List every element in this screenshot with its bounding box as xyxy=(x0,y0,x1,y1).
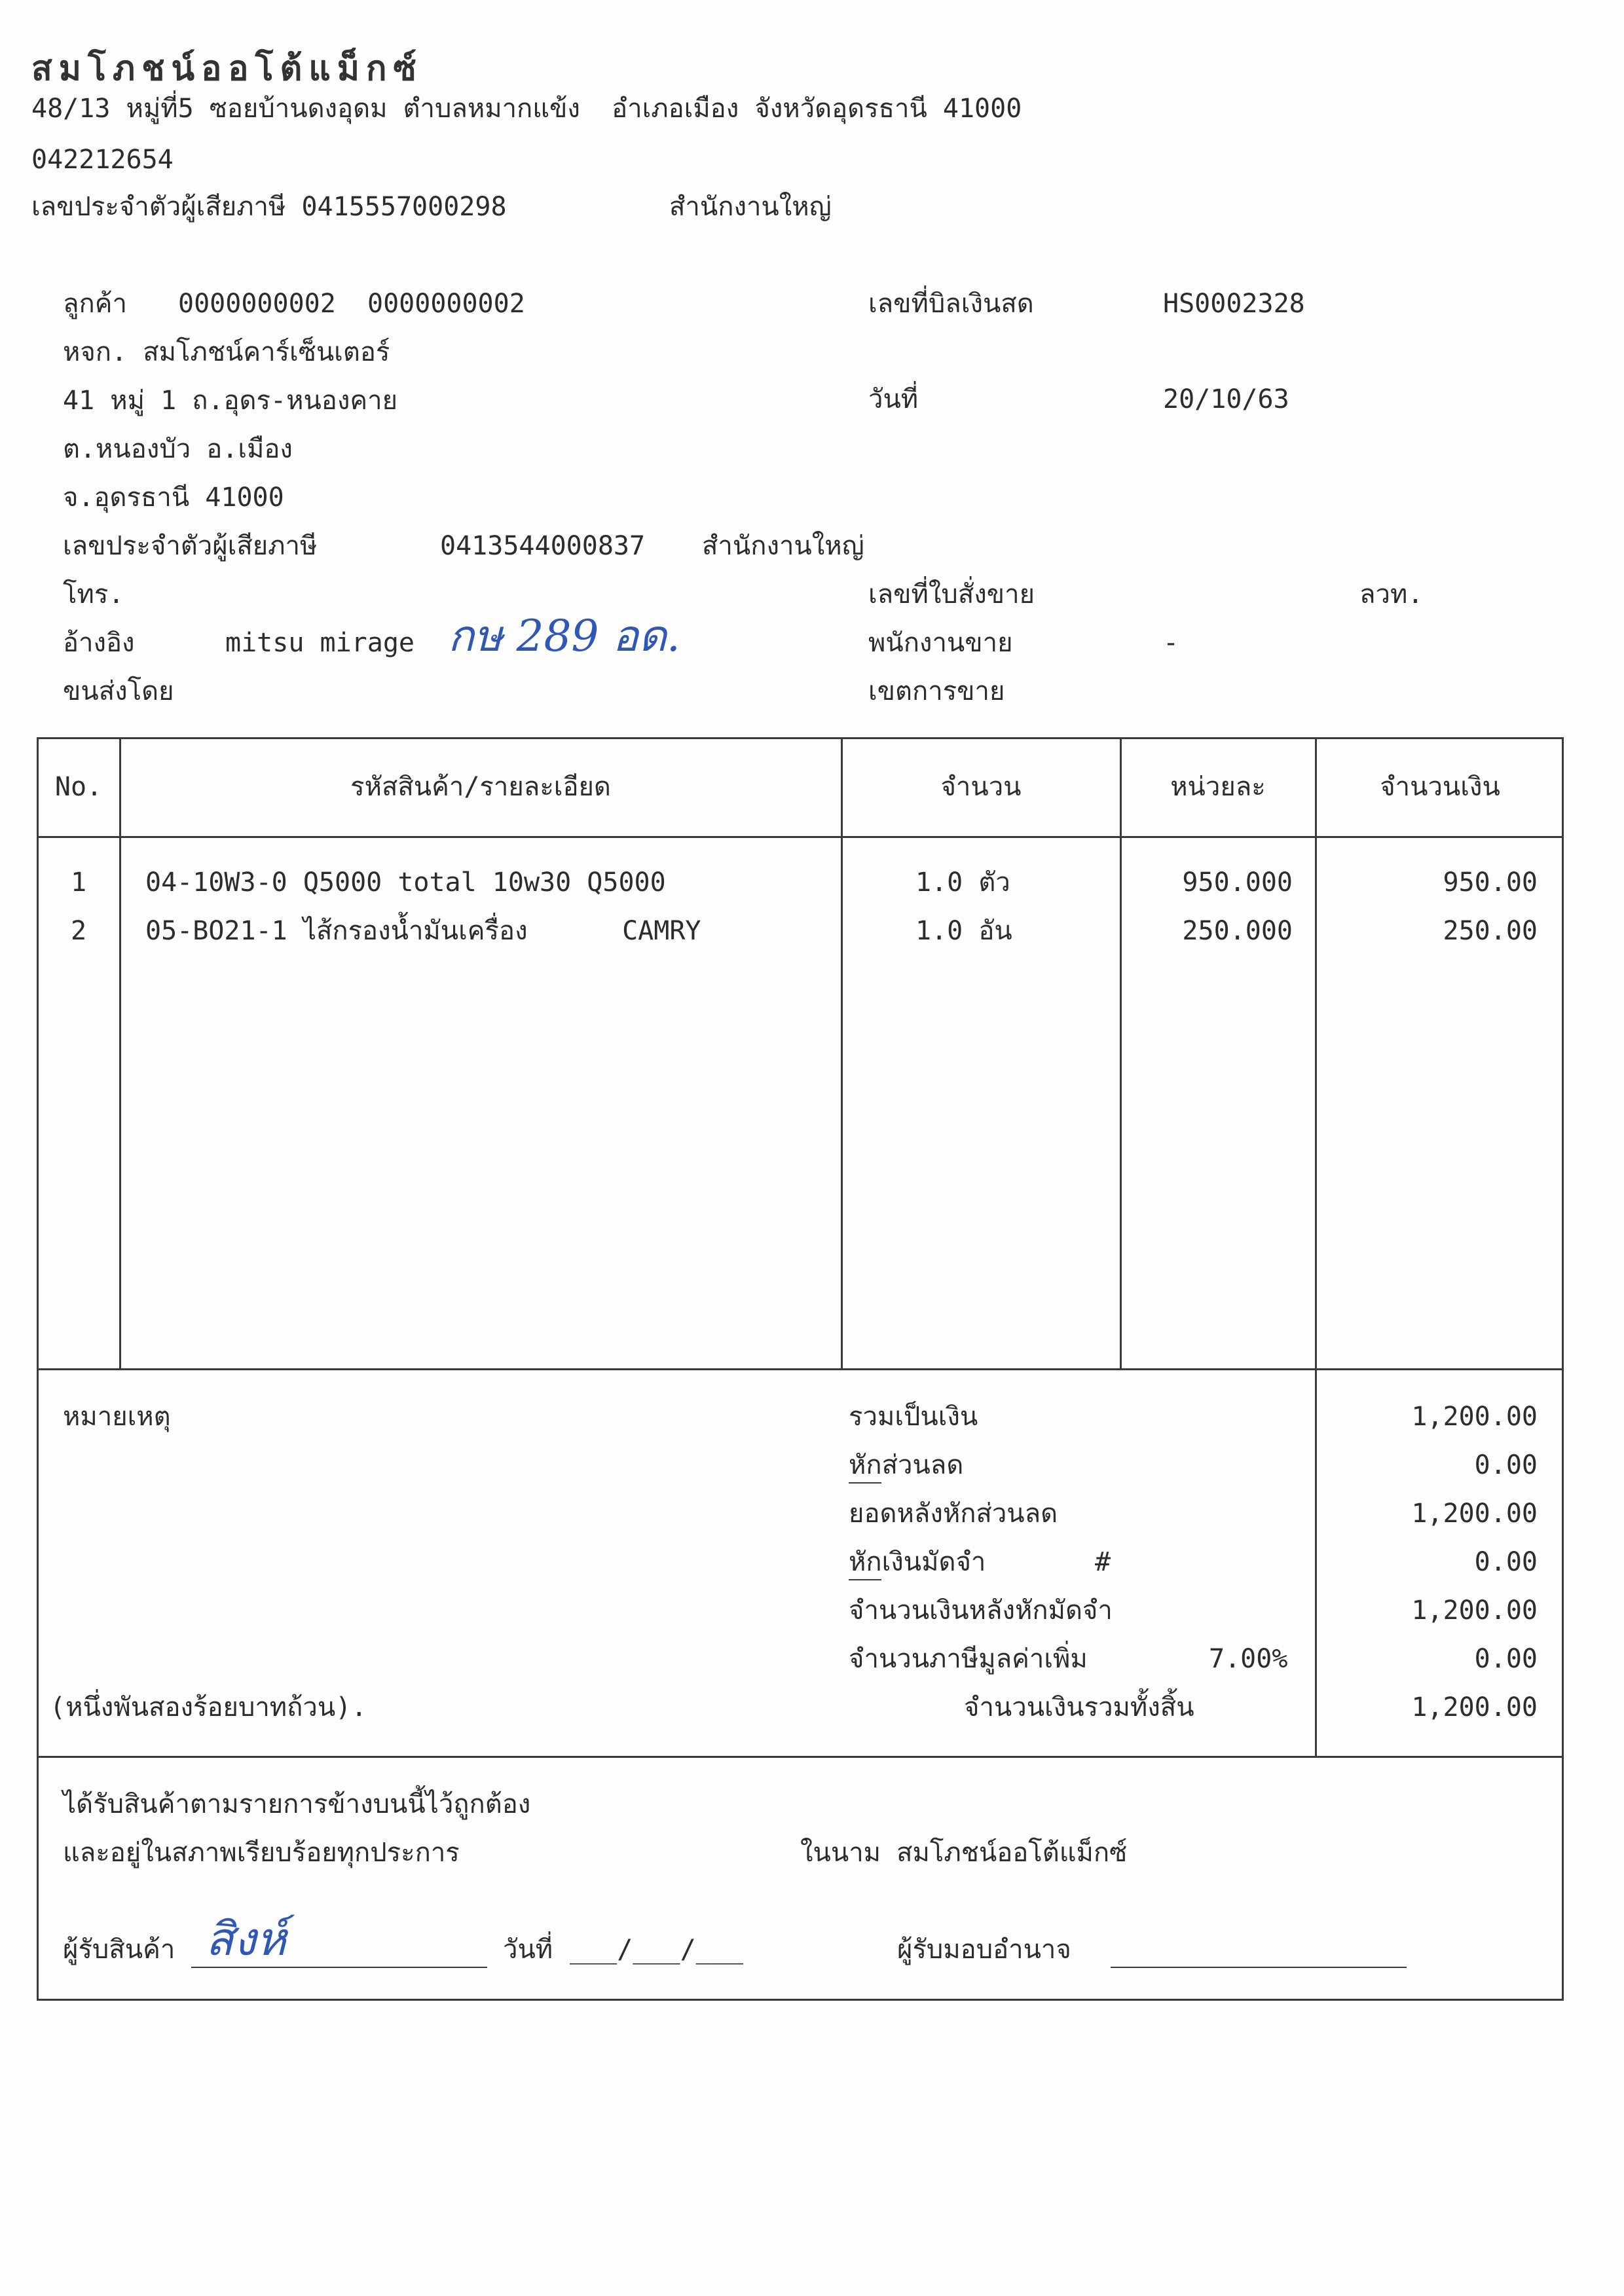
row-1-quantity: 1.0 ตัว xyxy=(915,867,1010,898)
sales-order-value: ลวท. xyxy=(1359,579,1424,610)
deposit-ref: # xyxy=(1095,1547,1111,1577)
customer-tax-id: 0413544000837 xyxy=(440,531,646,561)
customer-tax-label: เลขประจำตัวผู้เสียภาษี xyxy=(63,531,318,561)
row-2-unit-price: 250.000 xyxy=(1182,916,1293,946)
reference-handwritten-plate: กษ 289 อด. xyxy=(448,611,680,661)
customer-label: ลูกค้า xyxy=(63,289,127,319)
bill-number-value: HS0002328 xyxy=(1163,289,1305,319)
sales-order-label: เลขที่ใบสั่งขาย xyxy=(868,579,1035,610)
row-1-description: 04-10W3-0 Q5000 total 10w30 Q5000 xyxy=(145,867,666,898)
row-1-unit-price: 950.000 xyxy=(1182,867,1293,898)
salesperson-value: - xyxy=(1163,628,1179,658)
header-description: รหัสสินค้า/รายละเอียด xyxy=(350,772,611,802)
discount-value: 0.00 xyxy=(1474,1450,1538,1480)
received-statement-1: ได้รับสินค้าตามรายการข้างบนนี้ไว้ถูกต้อง xyxy=(63,1789,531,1819)
receive-date-blank: ___/___/___ xyxy=(570,1935,743,1965)
received-statement-2: และอยู่ในสภาพเรียบร้อยทุกประการ xyxy=(63,1838,460,1868)
reference-label: อ้างอิง xyxy=(63,628,135,658)
header-amount: จำนวนเงิน xyxy=(1380,772,1500,802)
salesperson-label: พนักงานขาย xyxy=(868,628,1013,658)
after-deposit-value: 1,200.00 xyxy=(1411,1595,1538,1626)
row-1-no: 1 xyxy=(70,867,87,898)
bill-number-label: เลขที่บิลเงินสด xyxy=(868,289,1034,319)
header-quantity: จำนวน xyxy=(940,772,1022,802)
sales-zone-label: เขตการขาย xyxy=(868,676,1005,706)
customer-name: หจก. สมโภชน์คาร์เซ็นเตอร์ xyxy=(63,337,390,367)
row-2-amount: 250.00 xyxy=(1443,916,1538,946)
reference-value: mitsu mirage xyxy=(225,628,415,658)
bill-date-value: 20/10/63 xyxy=(1163,384,1289,414)
company-phone: 042212654 xyxy=(31,145,174,175)
receiver-signature: สิงห์ xyxy=(206,1912,287,1966)
deposit-label: หักเงินมัดจำ xyxy=(849,1547,986,1577)
grand-total-value: 1,200.00 xyxy=(1411,1692,1538,1722)
customer-address-2: ต.หนองบัว อ.เมือง xyxy=(63,434,293,464)
col-divider-2 xyxy=(841,737,843,1370)
discount-underline xyxy=(849,1482,881,1484)
header-unit-price: หน่วยละ xyxy=(1170,772,1266,802)
customer-phone-label: โทร. xyxy=(63,579,124,610)
customer-code: 0000000002 0000000002 xyxy=(178,289,525,319)
receiver-signature-line xyxy=(191,1967,487,1968)
customer-address-3: จ.อุดรธานี 41000 xyxy=(63,483,284,513)
deposit-underline xyxy=(849,1579,881,1580)
company-name: สมโภชน์ออโต้แม็กซ์ xyxy=(31,49,423,88)
col-divider-1 xyxy=(119,737,121,1370)
on-behalf-of: ในนาม สมโภชน์ออโต้แม็กซ์ xyxy=(800,1838,1128,1868)
authorized-label: ผู้รับมอบอำนาจ xyxy=(897,1935,1071,1965)
table-header-divider xyxy=(37,836,1564,838)
row-2-description: 05-BO21-1 ไส้กรองน้ำมันเครื่อง CAMRY xyxy=(145,916,701,946)
receive-date-label: วันที่ xyxy=(503,1935,553,1965)
vat-value: 0.00 xyxy=(1474,1644,1538,1674)
company-address: 48/13 หมู่ที่5 ซอยบ้านดงอุดม ตำบลหมากแข้ง อำเภอเมือง จังหวัดอุดรธานี 41000 xyxy=(31,94,1022,124)
bill-date-label: วันที่ xyxy=(868,384,919,414)
row-2-no: 2 xyxy=(70,916,87,946)
vat-rate: 7.00% xyxy=(1209,1644,1288,1674)
customer-address-1: 41 หมู่ 1 ถ.อุดร-หนองคาย xyxy=(63,386,398,416)
receiver-label: ผู้รับสินค้า xyxy=(63,1935,175,1965)
authorized-signature-line xyxy=(1111,1967,1407,1968)
after-deposit-label: จำนวนเงินหลังหักมัดจำ xyxy=(849,1595,1113,1626)
company-branch: สำนักงานใหญ่ xyxy=(669,192,832,222)
after-discount-value: 1,200.00 xyxy=(1411,1499,1538,1529)
discount-label: หักส่วนลด xyxy=(849,1450,964,1480)
subtotal-value: 1,200.00 xyxy=(1411,1402,1538,1432)
summary-divider xyxy=(37,1756,1564,1758)
row-2-quantity: 1.0 อัน xyxy=(915,916,1012,946)
deposit-value: 0.00 xyxy=(1474,1547,1538,1577)
customer-branch: สำนักงานใหญ่ xyxy=(702,531,864,561)
amount-in-words: (หนึ่งพันสองร้อยบาทถ้วน). xyxy=(50,1692,367,1722)
grand-total-label: จำนวนเงินรวมทั้งสิ้น xyxy=(964,1692,1194,1722)
subtotal-label: รวมเป็นเงิน xyxy=(849,1402,978,1432)
vat-label: จำนวนภาษีมูลค่าเพิ่ม xyxy=(849,1644,1088,1674)
row-1-amount: 950.00 xyxy=(1443,867,1538,898)
after-discount-label: ยอดหลังหักส่วนลด xyxy=(849,1499,1058,1529)
col-divider-3 xyxy=(1120,737,1122,1370)
shipping-label: ขนส่งโดย xyxy=(63,676,174,706)
header-no: No. xyxy=(54,772,103,802)
table-body-divider xyxy=(37,1368,1564,1370)
remark-label: หมายเหตุ xyxy=(63,1402,171,1432)
company-tax-id: เลขประจำตัวผู้เสียภาษี 0415557000298 xyxy=(31,192,507,222)
